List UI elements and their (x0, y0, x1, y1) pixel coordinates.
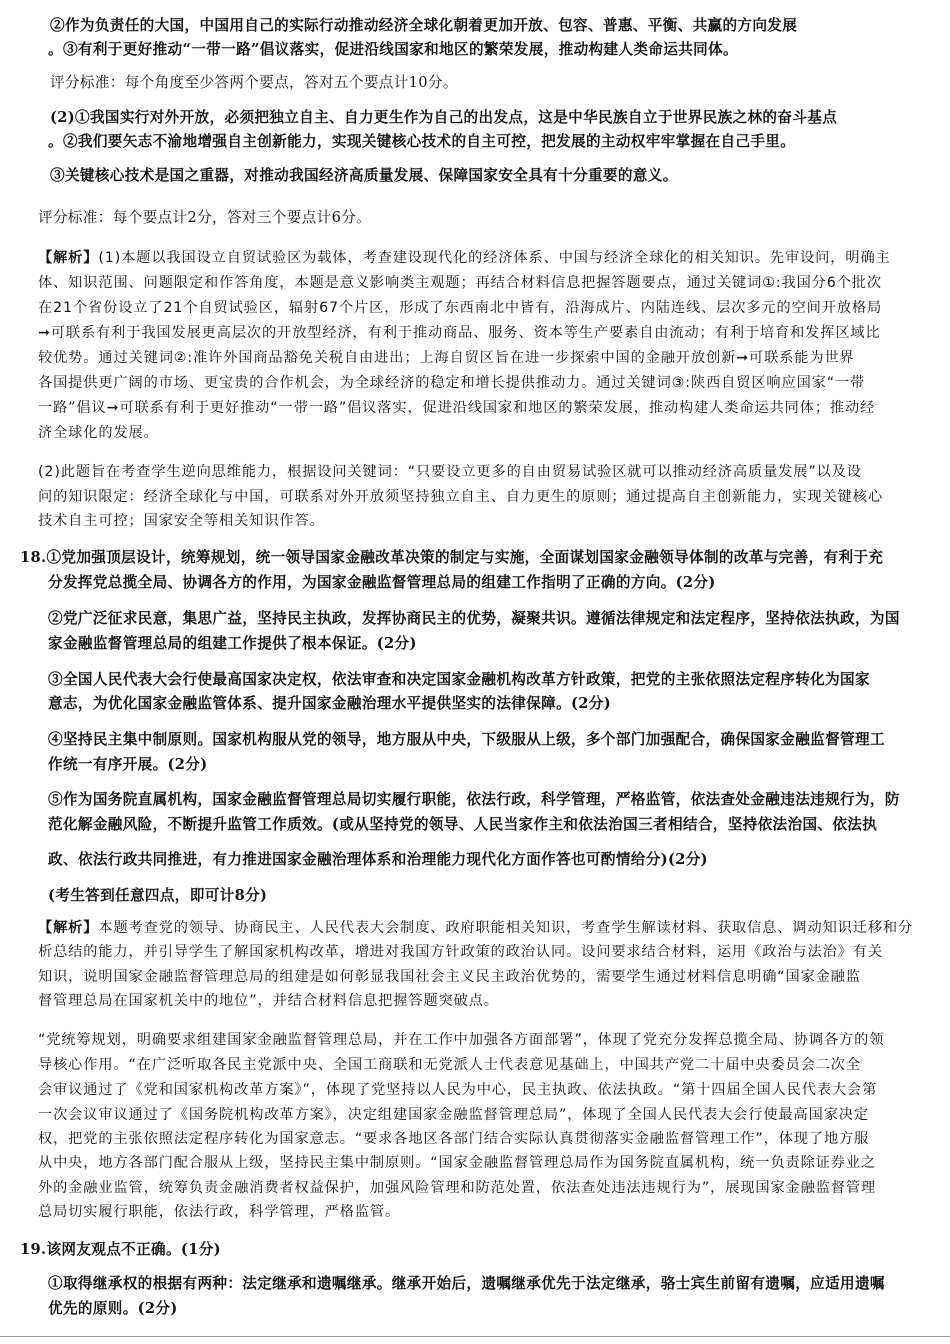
analysis-line: 总局切实履行职能，依法行政，科学管理，严格监管。 (38, 1204, 401, 1220)
answer-line: 作统一有序开展。(2分) (48, 756, 208, 773)
analysis-line: 知识，说明国家金融监督管理总局的组建是如何彰显我国社会主义民主政治优势的，需要学生通过材料信息明确“国家金融监 (38, 969, 861, 985)
answer-line: 家金融监督管理总局的组建工作提供了根本保证。(2分) (48, 635, 417, 652)
analysis-tag: 【解析】 (38, 920, 99, 936)
scoring-standard: 评分标准：每个角度至少答两个要点，答对五个要点计10分。 (50, 74, 458, 91)
answer-line: ④坚持民主集中制原则。国家机构服从党的领导，地方服从中央，下级服从上级，多个部门加强配合，确保国家金融监督管理工 (48, 731, 885, 748)
answer-line: (2)①我国实行对外开放，必须把独立自主、自力更生作为自己的出发点，这是中华民族自立于世界民族之林的奋斗基点 (50, 109, 838, 126)
analysis-line: 各国提供更广阔的市场、更宝贵的合作机会，为全球经济的稳定和增长提供推动力。通过关键词③:陕西自贸区响应国家“一带 (38, 375, 866, 391)
analysis-line: 导核心作用。“在广泛听取各民主党派中央、全国工商联和无党派人士代表意见基础上，中国共产党二十届中央委员会二次全 (38, 1057, 861, 1073)
analysis-line (38, 248, 891, 268)
answer-line: ③全国人民代表大会行使最高国家决定权，依法审查和决定国家金融机构改革方针政策，把党的主张依照法定程序转化为国家 (48, 671, 870, 688)
analysis-line: 权，把党的主张依照法定程序转化为国家意志。“要求各地区各部门结合实际认真贯彻落实金融监督管理工作”，体现了地方服 (38, 1131, 870, 1147)
scoring-standard: 评分标准：每个要点计2分，答对三个要点计6分。 (38, 209, 372, 226)
analysis-line: 析总结的能力，并引导学生了解国家机构改革，增进对我国方针政策的政治认同。设问要求结合材料，运用《政治与法治》有关 (38, 944, 883, 960)
answer-line: ①取得继承权的根据有两种：法定继承和遗嘱继承。继承开始后，遗嘱继承优先于法定继承，骆士宾生前留有遗嘱，应适用遗嘱 (48, 1275, 885, 1292)
analysis-line: 在21个省份设立了21个自贸试验区，辐射67个片区，形成了东西南北中皆有，沿海成片、内陆连线、层次多元的空间开放格局 (38, 300, 883, 316)
answer-line: 分发挥党总揽全局、协调各方的作用，为国家金融监督管理总局的组建工作指明了正确的方向。(2分) (48, 574, 716, 591)
analysis-line: 较优势。通过关键词②:准许外国商品豁免关税自由进出；上海自贸区旨在进一步探索中国的金融开放创新➞可联系能为世界 (38, 350, 855, 366)
answer-line: 意志，为优化国家金融监管体系、提升国家金融治理水平提供坚实的法律保障。(2分) (48, 695, 611, 712)
analysis-text: (1)本题以我国设立自贸试验区为载体，考查建设现代化的经济体系、中国与经济全球化的相关知识。先审设问，明确主 (98, 250, 891, 266)
answer-line: 19.该网友观点不正确。(1分) (20, 1241, 221, 1258)
answer-line: ③关键核心技术是国之重器，对推动我国经济高质量发展、保障国家安全具有十分重要的意义。 (50, 167, 678, 184)
analysis-line: 会审议通过了《党和国家机构改革方案》”，体现了党坚持以人民为中心，民主执政、依法执政。“第十四届全国人民代表大会第 (38, 1082, 878, 1098)
analysis-line: 从中央，地方各部门配合服从上级，坚持民主集中制原则。“国家金融监督管理总局作为国务院直属机构，统一负责除证券业之 (38, 1155, 877, 1171)
answer-line: 政、依法行政共同推进，有力推进国家金融治理体系和治理能力现代化方面作答也可酌情给分)(2分) (48, 851, 708, 868)
analysis-line: 外的金融业监管，统筹负责金融消费者权益保护，加强风险管理和防范处置，依法查处违法违规行为”，展现国家金融监督管理 (38, 1180, 877, 1196)
analysis-line: 体、知识范围、问题限定和作答角度，本题是意义影响类主观题；再结合材料信息把握答题要点，通过关键词①:我国分6个批次 (38, 275, 882, 291)
answer-line: 。②我们要矢志不渝地增强自主创新能力，实现关键核心技术的自主可控，把发展的主动权牢牢掌握在自己手里。 (48, 133, 796, 150)
answer-line: 。③有利于更好推动“一带一路”倡议落实，促进沿线国家和地区的繁荣发展，推动构建人类命运共同体。 (48, 41, 738, 58)
scoring-note: (考生答到任意四点，即可计8分) (48, 887, 268, 904)
analysis-line: 一次会议审议通过了《国务院机构改革方案》，决定组建国家金融监督管理总局”，体现了全国人民代表大会行使最高国家决定 (38, 1107, 869, 1123)
answer-line: 18.①党加强顶层设计，统筹规划，统一领导国家金融改革决策的制定与实施，全面谋划国家金融领导体制的改革与完善，有利于充 (20, 549, 884, 566)
answer-line: 范化解金融风险，不断提升监管工作质效。(或从坚持党的领导、人民当家作主和依法治国三者相结合，坚持依法治国、依法执 (48, 816, 878, 833)
answer-line: ②作为负责任的大国，中国用自己的实际行动推动经济全球化朝着更加开放、包容、普惠、平衡、共赢的方向发展 (50, 17, 798, 34)
analysis-text: 本题考查党的领导、协商民主、人民代表大会制度、政府职能相关知识，考查学生解读材料、获取信息、调动知识迁移和分 (98, 920, 914, 936)
analysis-line: 济全球化的发展。 (38, 425, 159, 441)
answer-line: 优先的原则。(2分) (48, 1300, 178, 1317)
answer-line: ⑤作为国务院直属机构，国家金融监督管理总局切实履行职能，依法行政，科学管理，严格监管，依法查处金融违法违规行为，防 (48, 791, 900, 808)
analysis-line: 技术自主可控；国家安全等相关知识作答。 (38, 513, 325, 529)
analysis-line: 一路”倡议➞可联系有利于更好推动“一带一路”倡议落实，促进沿线国家和地区的繁荣发展，推动构建人类命运共同体；推动经 (38, 400, 876, 416)
page-bottom-rule (0, 1336, 950, 1337)
answer-line: ②党广泛征求民意，集思广益，坚持民主执政，发挥协商民主的优势，凝聚共识。遵循法律规定和法定程序，坚持依法执政，为国 (48, 610, 900, 627)
analysis-line: (2)此题旨在考查学生逆向思维能力，根据设问关键词：“只要设立更多的自由贸易试验区就可以推动经济高质量发展”以及设 (38, 464, 862, 480)
analysis-line (38, 918, 913, 938)
analysis-line: 问的知识限定：经济全球化与中国，可联系对外开放须坚持独立自主、自力更生的原则；通过提高自主创新能力，实现关键核心 (38, 489, 883, 505)
analysis-line: ➞可联系有利于我国发展更高层次的开放型经济，有利于推动商品、服务、资本等生产要素自由流动；有利于培育和发挥区域比 (38, 325, 881, 341)
analysis-line: “党统筹规划，明确要求组建国家金融监督管理总局，并在工作中加强各方面部署”，体现了党充分发挥总揽全局、协调各方的领 (38, 1032, 885, 1048)
analysis-tag: 【解析】 (38, 250, 99, 266)
analysis-line: 督管理总局在国家机关中的地位”，并结合材料信息把握答题突破点。 (38, 993, 499, 1009)
